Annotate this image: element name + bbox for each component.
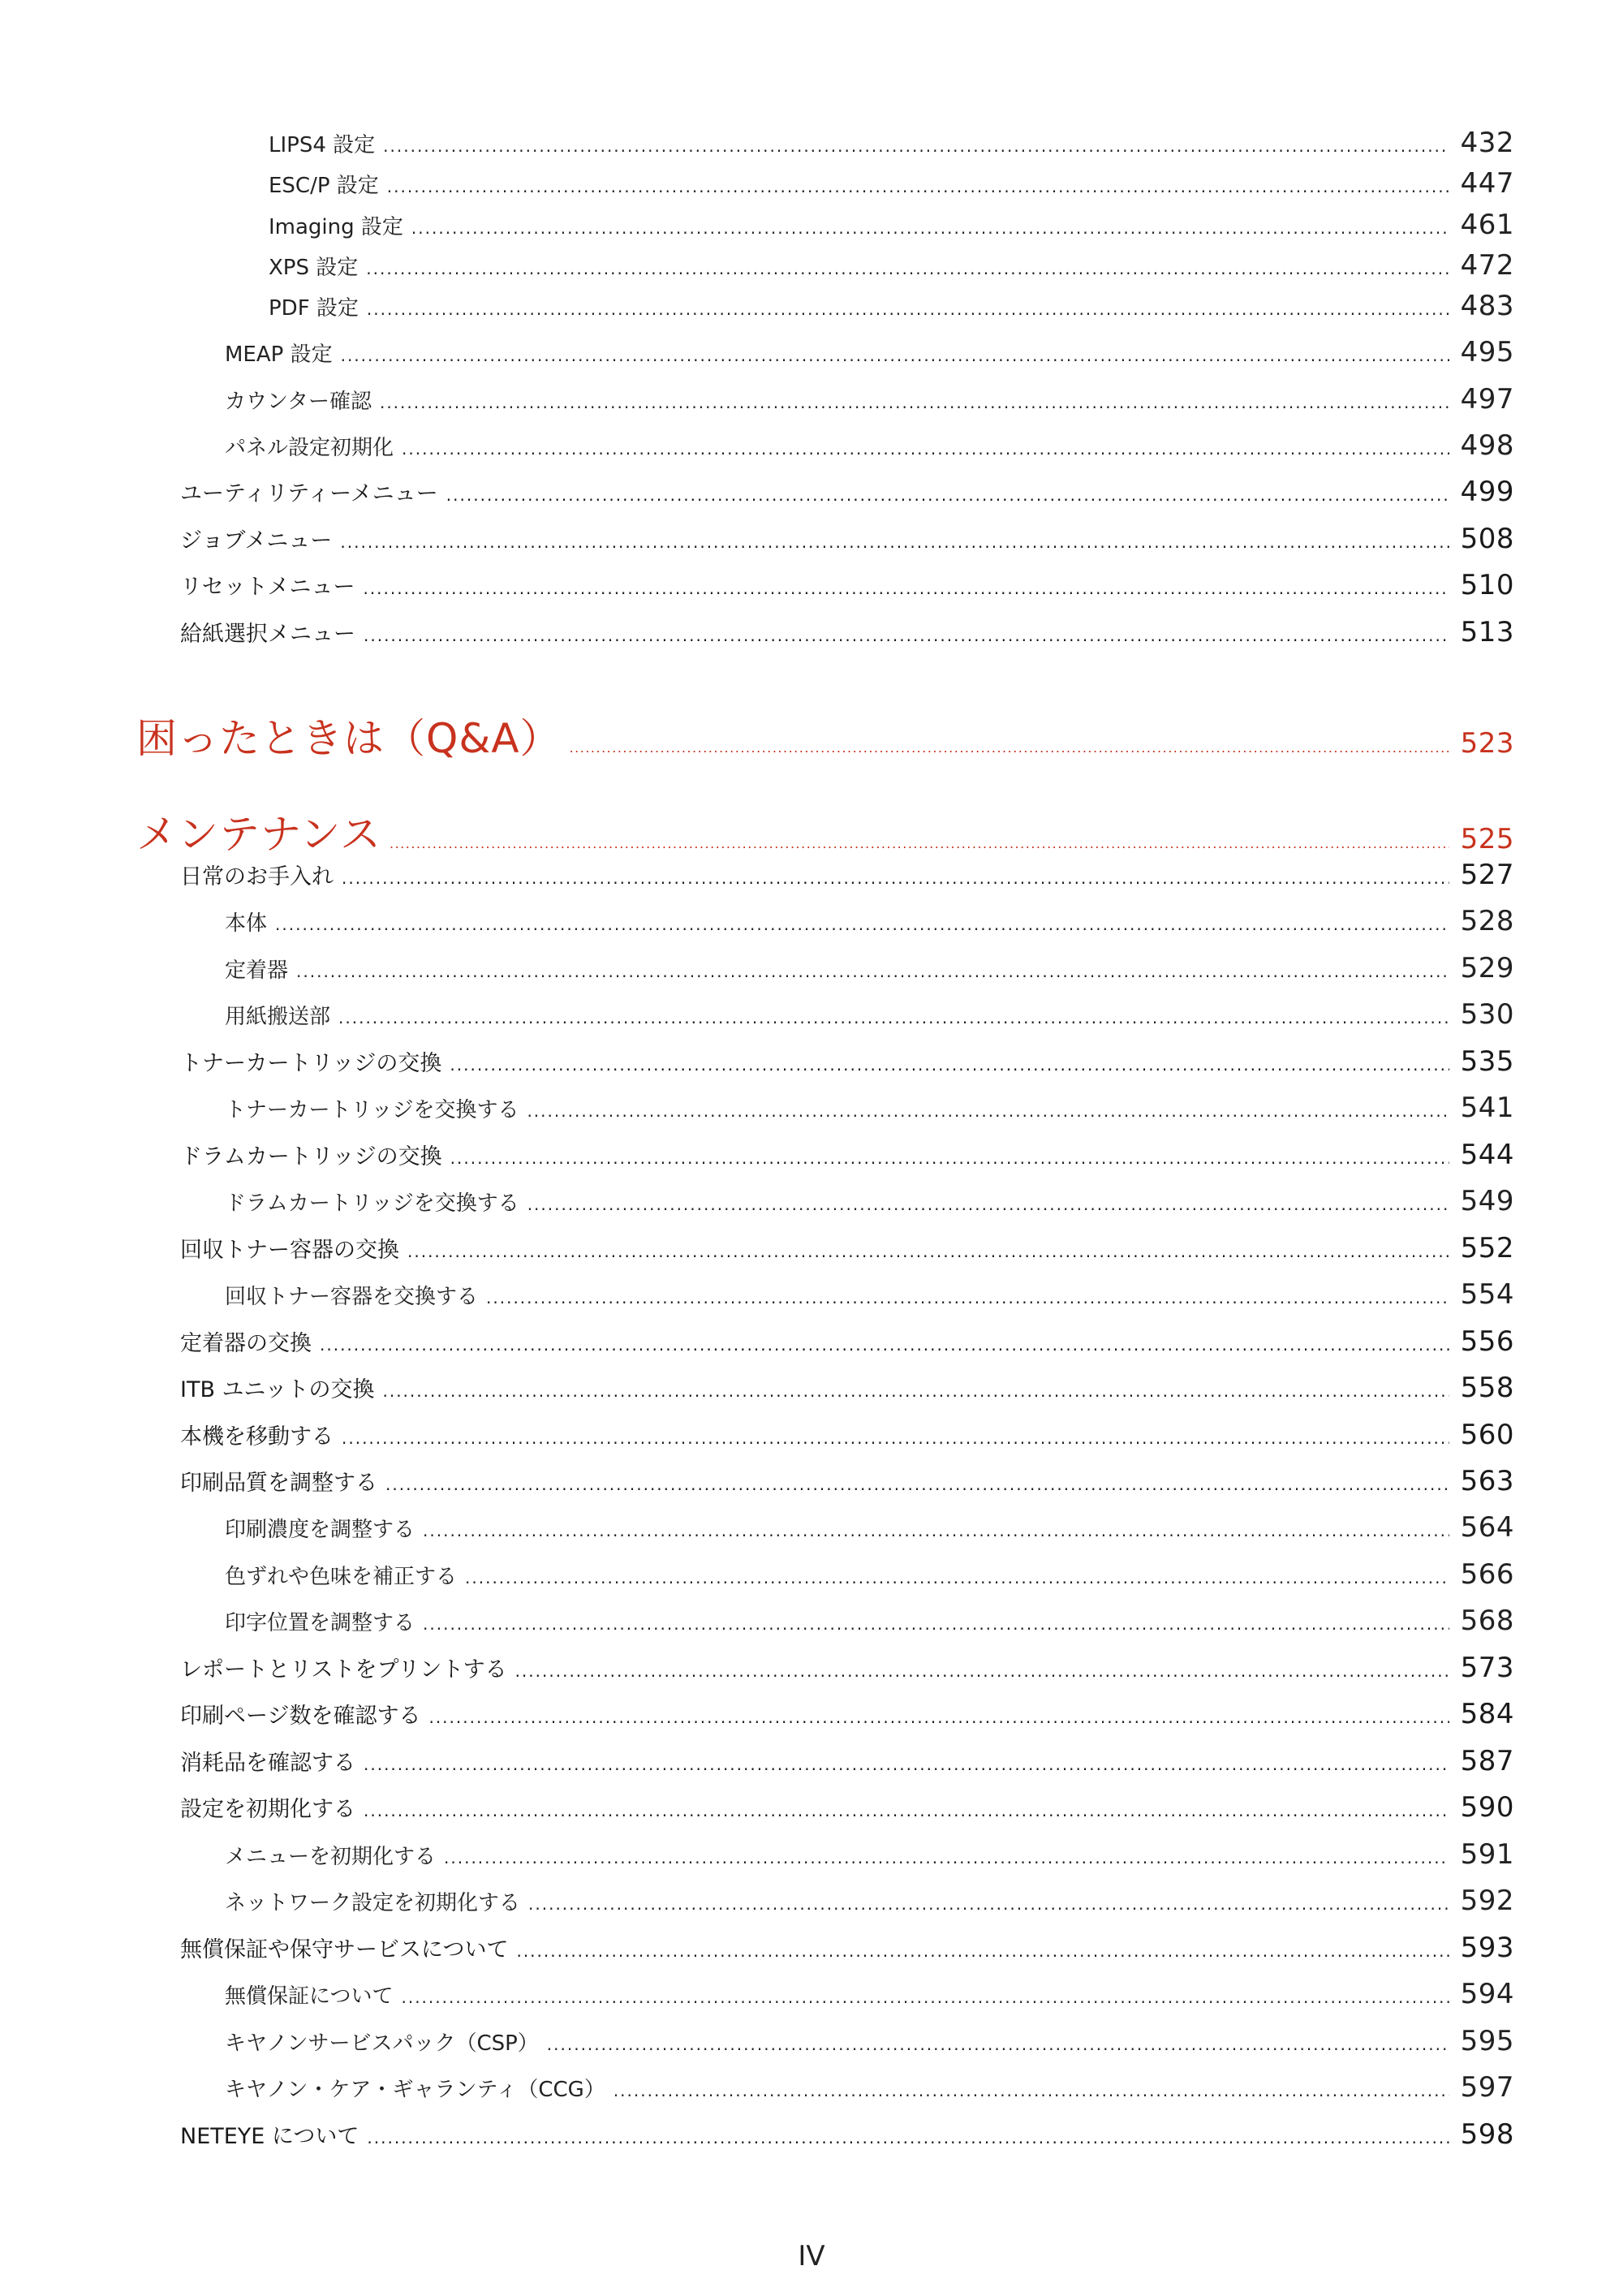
- toc-page-number: 447: [1460, 167, 1514, 200]
- toc-entry[interactable]: [225, 1185, 1514, 1217]
- toc-entry-title: トナーカートリッジを交換する: [225, 1098, 519, 1122]
- toc-page-number: 554: [1460, 1278, 1514, 1311]
- toc-entry[interactable]: [180, 1745, 1514, 1777]
- toc-entry[interactable]: [225, 1511, 1514, 1544]
- toc-entry-title: 消耗品を確認する: [180, 1751, 355, 1776]
- toc-entry[interactable]: [180, 1232, 1514, 1264]
- toc-page-number: 499: [1460, 476, 1514, 508]
- toc-page-number: 497: [1460, 383, 1514, 416]
- toc-entry[interactable]: [225, 1558, 1514, 1591]
- toc-entry-title: XPS 設定: [269, 256, 359, 280]
- toc-entry[interactable]: [180, 1465, 1514, 1497]
- toc-page-number: 558: [1460, 1372, 1514, 1404]
- dot-leader: [383, 138, 1449, 154]
- dot-leader: [382, 1383, 1449, 1399]
- toc-entry[interactable]: [180, 2118, 1514, 2151]
- dot-leader: [366, 261, 1449, 277]
- dot-leader: [486, 1290, 1449, 1306]
- toc-entry-title: キヤノン・ケア・ギャランティ（CCG）: [225, 2078, 605, 2102]
- toc-entry-title: ユーティリティーメニュー: [180, 481, 438, 506]
- dot-leader: [446, 487, 1449, 503]
- toc-page-number: 432: [1460, 127, 1514, 159]
- toc-entry[interactable]: [180, 859, 1514, 891]
- dot-leader: [570, 742, 1449, 755]
- toc-page-number: 508: [1460, 523, 1514, 555]
- toc-entry[interactable]: [180, 1419, 1514, 1451]
- toc-entry-title: ジョブメニュー: [180, 528, 333, 554]
- dot-leader: [527, 1103, 1449, 1119]
- dot-leader: [401, 1989, 1449, 2005]
- toc-entry[interactable]: [225, 952, 1514, 984]
- dot-leader: [465, 1570, 1449, 1586]
- toc-entry[interactable]: [180, 1045, 1514, 1078]
- toc-entry-title: レポートとリストをプリントする: [180, 1657, 507, 1682]
- dot-leader: [364, 1803, 1449, 1819]
- toc-entry[interactable]: [225, 429, 1514, 462]
- toc-chapter-entry[interactable]: [136, 706, 1514, 765]
- dot-leader: [547, 2036, 1449, 2053]
- toc-entry-title: ネットワーク設定を初期化する: [225, 1891, 521, 1915]
- toc-entry-title: ITB ユニットの交換: [180, 1377, 375, 1402]
- toc-entry-title: 設定を初期化する: [180, 1797, 355, 1822]
- toc-page-number: 510: [1460, 569, 1514, 601]
- toc-entry-title: メニューを初期化する: [225, 1845, 437, 1869]
- dot-leader: [385, 1476, 1449, 1493]
- toc-entry-title: カウンター確認: [225, 390, 372, 414]
- toc-entry[interactable]: [269, 290, 1514, 322]
- toc-page-number: 528: [1460, 905, 1514, 937]
- toc-page-number: 591: [1460, 1838, 1514, 1871]
- toc-chapter-entry[interactable]: [136, 802, 1514, 860]
- toc-entry-title: リセットメニュー: [180, 575, 355, 600]
- dot-leader: [364, 627, 1449, 644]
- toc-entry[interactable]: [225, 383, 1514, 416]
- toc-entry-title: ESC/P 設定: [269, 174, 379, 198]
- toc-entry-title: 本機を移動する: [180, 1424, 334, 1450]
- toc-entry[interactable]: [225, 905, 1514, 937]
- dot-leader: [367, 2130, 1449, 2146]
- toc-entry[interactable]: [180, 1372, 1514, 1404]
- toc-entry-title: トナーカートリッジの交換: [180, 1051, 442, 1076]
- toc-page-number: 597: [1460, 2071, 1514, 2104]
- toc-entry-title: MEAP 設定: [225, 342, 333, 367]
- toc-entry[interactable]: [180, 1932, 1514, 1964]
- toc-entry-title: ドラムカートリッジの交換: [180, 1144, 442, 1170]
- dot-leader: [411, 220, 1449, 236]
- dot-leader: [341, 347, 1449, 364]
- dot-leader: [342, 870, 1449, 886]
- toc-entry[interactable]: [180, 1791, 1514, 1824]
- dot-leader: [367, 301, 1449, 317]
- toc-page-number: 544: [1460, 1139, 1514, 1171]
- dot-leader: [527, 1196, 1449, 1213]
- toc-entry[interactable]: [225, 336, 1514, 368]
- toc-page-number: 584: [1460, 1698, 1514, 1730]
- toc-page-number: 587: [1460, 1745, 1514, 1777]
- toc-page-number: 552: [1460, 1232, 1514, 1264]
- dot-leader: [275, 916, 1449, 933]
- dot-leader: [296, 963, 1449, 980]
- toc-page-number: 590: [1460, 1791, 1514, 1824]
- toc-entry-title: 無償保証や保守サービスについて: [180, 1937, 509, 1962]
- toc-page-number: 483: [1460, 290, 1514, 322]
- toc-entry-title: 印字位置を調整する: [225, 1611, 415, 1635]
- toc-entry-title: 本体: [225, 911, 268, 936]
- toc-entry[interactable]: [180, 523, 1514, 555]
- dot-leader: [390, 838, 1449, 851]
- dot-leader: [444, 1850, 1449, 1866]
- toc-page-number: 593: [1460, 1932, 1514, 1964]
- toc-page-number: 527: [1460, 859, 1514, 891]
- toc-entry[interactable]: [269, 249, 1514, 282]
- toc-entry-title: ドラムカートリッジを交換する: [225, 1191, 519, 1216]
- toc-page-number: 549: [1460, 1185, 1514, 1217]
- dot-leader: [340, 534, 1449, 550]
- toc-page-number: 495: [1460, 336, 1514, 368]
- toc-page-number: 472: [1460, 249, 1514, 282]
- toc-entry-title: Imaging 設定: [269, 215, 403, 239]
- toc-page-number: 513: [1460, 616, 1514, 648]
- dot-leader: [516, 1943, 1449, 1959]
- toc-entry[interactable]: [180, 616, 1514, 648]
- toc-entry[interactable]: [269, 127, 1514, 159]
- dot-leader: [423, 1523, 1449, 1539]
- toc-page-number: 594: [1460, 1978, 1514, 2010]
- dot-leader: [528, 1896, 1449, 1912]
- dot-leader: [515, 1663, 1449, 1679]
- toc-entry-title: 印刷ページ数を確認する: [180, 1704, 421, 1729]
- dot-leader: [380, 394, 1449, 411]
- toc-entry[interactable]: [225, 2071, 1514, 2104]
- toc-entry[interactable]: [225, 998, 1514, 1031]
- toc-entry-title: LIPS4 設定: [269, 133, 376, 157]
- toc-entry[interactable]: [180, 1698, 1514, 1730]
- toc-page-number: 530: [1460, 998, 1514, 1031]
- dot-leader: [364, 1756, 1449, 1773]
- dot-leader: [387, 179, 1449, 195]
- dot-leader: [450, 1057, 1449, 1073]
- toc-entry-title: 用紙搬送部: [225, 1005, 331, 1029]
- toc-entry[interactable]: [180, 1139, 1514, 1171]
- toc-entry-title: 印刷濃度を調整する: [225, 1518, 415, 1542]
- toc-entry-title: メンテナンス: [136, 811, 381, 858]
- toc-entry-title: 印刷品質を調整する: [180, 1471, 377, 1496]
- toc-entry[interactable]: [225, 1838, 1514, 1871]
- toc-entry[interactable]: [180, 1652, 1514, 1684]
- toc-page-number: 573: [1460, 1652, 1514, 1684]
- dot-leader: [450, 1150, 1449, 1166]
- toc-entry-title: 給紙選択メニュー: [180, 622, 355, 647]
- toc-entry-title: 定着器の交換: [180, 1331, 312, 1356]
- toc-entry-title: 困ったときは（Q&A）: [136, 715, 562, 762]
- toc-entry[interactable]: [225, 1885, 1514, 1917]
- toc-entry[interactable]: [269, 209, 1514, 241]
- dot-leader: [428, 1709, 1449, 1725]
- toc-entry-title: 無償保証について: [225, 1984, 394, 2009]
- toc-page-number: 566: [1460, 1558, 1514, 1591]
- toc-entry[interactable]: [225, 2025, 1514, 2057]
- toc-page-number: 568: [1460, 1605, 1514, 1637]
- toc-entry-title: パネル設定初期化: [225, 436, 394, 460]
- toc-entry[interactable]: [269, 167, 1514, 200]
- toc-entry-title: NETEYE について: [180, 2124, 359, 2149]
- toc-page-number: 556: [1460, 1325, 1514, 1358]
- toc-entry[interactable]: [225, 1092, 1514, 1124]
- toc-page-number: 560: [1460, 1419, 1514, 1451]
- dot-leader: [613, 2083, 1449, 2099]
- toc-page-number: 563: [1460, 1465, 1514, 1497]
- toc-entry[interactable]: [225, 1605, 1514, 1637]
- dot-leader: [407, 1243, 1449, 1260]
- dot-leader: [363, 580, 1449, 597]
- dot-leader: [402, 441, 1449, 457]
- page-number: IV: [798, 2240, 825, 2272]
- dot-leader: [423, 1616, 1449, 1632]
- toc-page-number: 461: [1460, 209, 1514, 241]
- toc-entry-title: キヤノンサービスパック（CSP）: [225, 2031, 539, 2056]
- toc-entry[interactable]: [225, 1978, 1514, 2010]
- toc-page-number: 498: [1460, 429, 1514, 462]
- toc-page-number: 523: [1460, 727, 1514, 760]
- dot-leader: [338, 1010, 1449, 1026]
- toc-entry[interactable]: [180, 1325, 1514, 1358]
- toc-page-number: 529: [1460, 952, 1514, 984]
- toc-entry-title: 回収トナー容器を交換する: [225, 1285, 479, 1309]
- toc-entry-title: 回収トナー容器の交換: [180, 1238, 399, 1263]
- toc-page-number: 564: [1460, 1511, 1514, 1544]
- toc-entry[interactable]: [225, 1278, 1514, 1311]
- toc-page-number: 535: [1460, 1045, 1514, 1078]
- toc-entry[interactable]: [180, 476, 1514, 508]
- toc-entry-title: 定着器: [225, 958, 289, 983]
- toc-entry-title: 色ずれや色味を補正する: [225, 1565, 458, 1589]
- toc-page-number: 598: [1460, 2118, 1514, 2151]
- toc-page-number: 541: [1460, 1092, 1514, 1124]
- toc-page-number: 525: [1460, 823, 1514, 855]
- toc-entry[interactable]: [180, 569, 1514, 601]
- toc-page-number: 592: [1460, 1885, 1514, 1917]
- toc-page-number: 595: [1460, 2025, 1514, 2057]
- dot-leader: [342, 1430, 1449, 1446]
- toc-entry-title: 日常のお手入れ: [180, 864, 334, 890]
- dot-leader: [320, 1337, 1449, 1353]
- toc-entry-title: PDF 設定: [269, 296, 359, 321]
